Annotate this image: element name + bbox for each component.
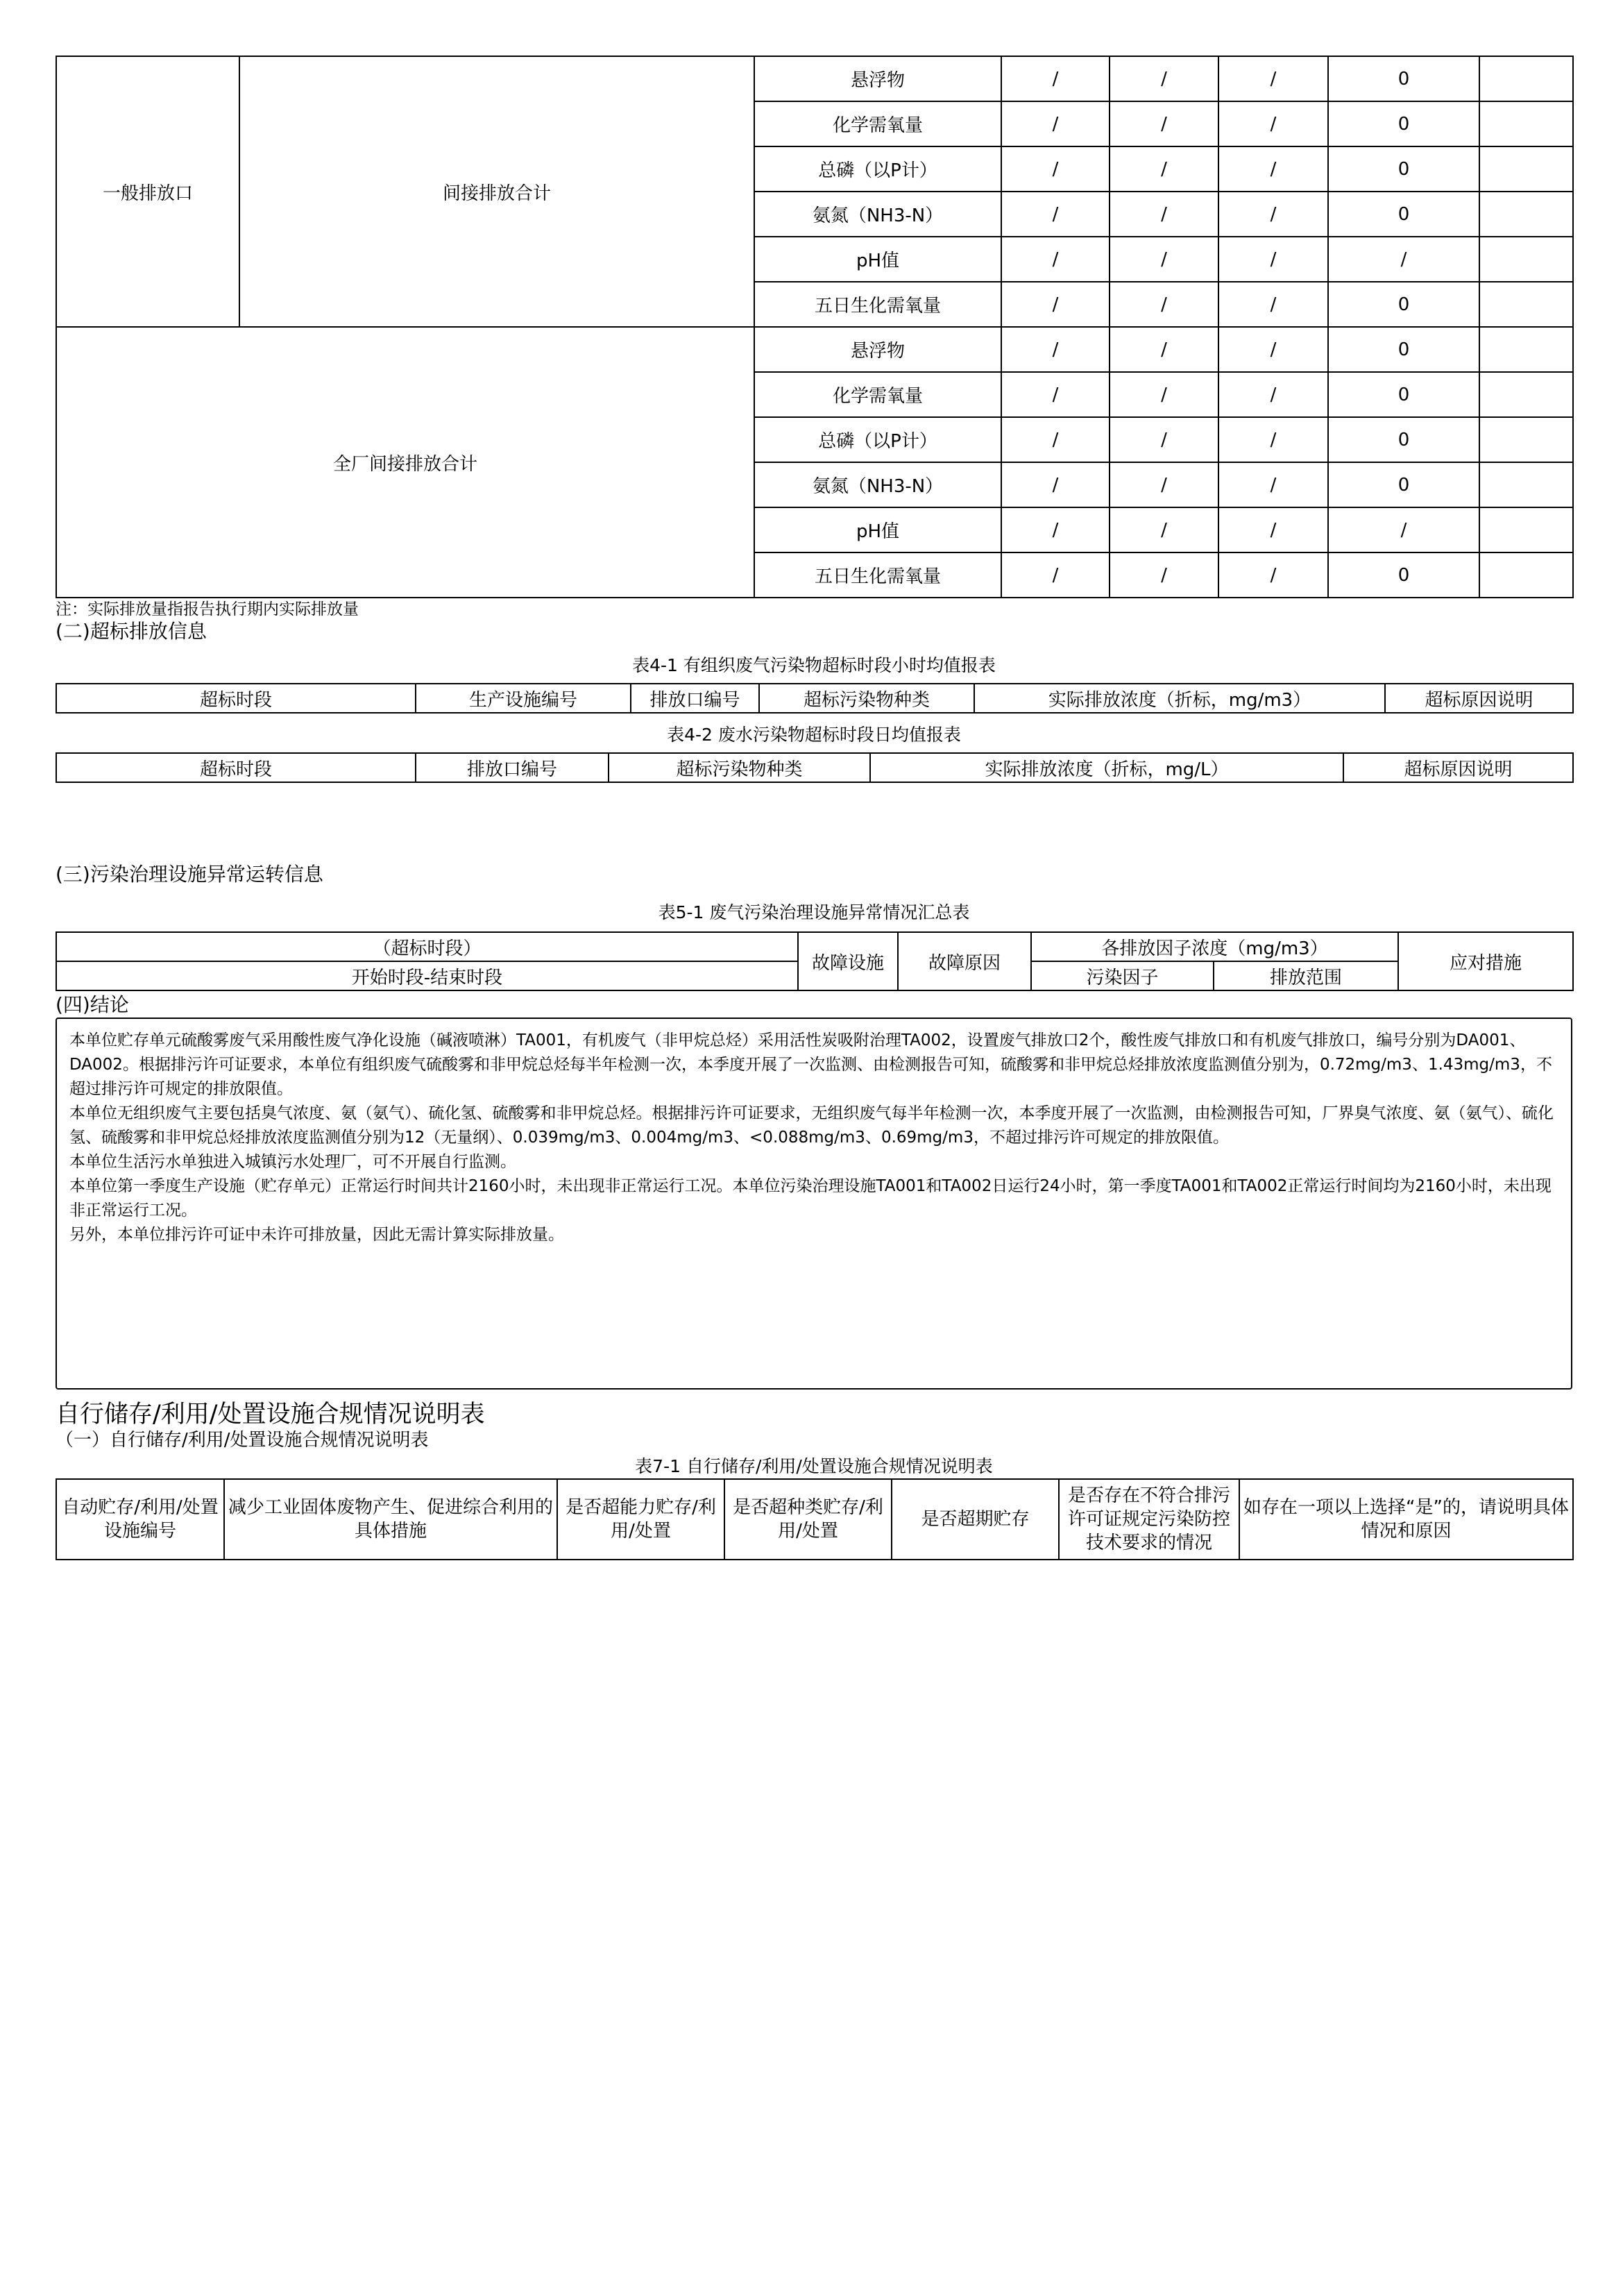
value-cell: 0 xyxy=(1328,462,1479,507)
column-header: 如存在一项以上选择“是”的，请说明具体情况和原因 xyxy=(1239,1479,1573,1560)
conclusion-box xyxy=(56,1018,1572,1390)
value-cell: / xyxy=(1218,282,1328,327)
column-header: 超标时段 xyxy=(56,753,416,782)
conclusion-paragraph: 本单位无组织废气主要包括臭气浓度、氨（氨气）、硫化氢、硫酸雾和非甲烷总烃。根据排污许可证要求，无组织废气每半年检测一次，本季度开展了一次监测，由检测报告可知，厂界臭气浓度、氨（氨气）、硫化氢、硫酸雾和非甲烷总烃排放浓度监测值分别为12（无量纲）、0.039mg/m3、0.004mg/m3、<0.088mg/m3、0.69mg/m3，不超过排污许可规定的排放限值。 xyxy=(69,1104,1554,1147)
pollutant-cell: pH值 xyxy=(754,237,1001,282)
header-period-sub: 开始时段-结束时段 xyxy=(56,961,798,990)
value-cell xyxy=(1479,552,1573,598)
value-cell: / xyxy=(1001,192,1110,237)
section-heading-abnormal: (三)污染治理设施异常运转信息 xyxy=(56,863,323,886)
table-4-1 xyxy=(56,683,1574,714)
value-cell: 0 xyxy=(1328,372,1479,417)
table-5-1-caption: 表5-1 废气污染治理设施异常情况汇总表 xyxy=(658,902,970,922)
value-cell: 0 xyxy=(1328,56,1479,101)
column-header: 超标原因说明 xyxy=(1343,753,1573,782)
pollutant-cell: 五日生化需氧量 xyxy=(754,552,1001,598)
value-cell xyxy=(1479,56,1573,101)
value-cell: / xyxy=(1001,327,1110,372)
value-cell xyxy=(1479,327,1573,372)
subtotal-label-cell: 间接排放合计 xyxy=(239,56,754,327)
value-cell: 0 xyxy=(1328,552,1479,598)
pollutant-cell: 总磷（以P计） xyxy=(754,417,1001,462)
value-cell: / xyxy=(1001,101,1110,146)
pollutant-cell: 总磷（以P计） xyxy=(754,146,1001,192)
pollutant-cell: pH值 xyxy=(754,507,1001,552)
column-header: 是否超种类贮存/利用/处置 xyxy=(724,1479,892,1560)
table-row xyxy=(56,327,1573,372)
pollutant-cell: 氨氮（NH3-N） xyxy=(754,192,1001,237)
section-heading-exceed: (二)超标排放信息 xyxy=(56,620,207,643)
header-period: （超标时段） xyxy=(56,932,798,961)
value-cell: / xyxy=(1001,237,1110,282)
report-page xyxy=(56,56,1572,1560)
table-7-1 xyxy=(56,1478,1574,1560)
pollutant-cell: 化学需氧量 xyxy=(754,372,1001,417)
outlet-type-cell: 一般排放口 xyxy=(56,56,239,327)
value-cell xyxy=(1479,101,1573,146)
column-header: 是否超期贮存 xyxy=(892,1479,1059,1560)
header-reason: 故障原因 xyxy=(898,932,1031,990)
column-header: 排放口编号 xyxy=(416,753,609,782)
table-5-1 xyxy=(56,931,1574,991)
column-header: 实际排放浓度（折标，mg/m3） xyxy=(974,684,1385,713)
value-cell: / xyxy=(1001,372,1110,417)
value-cell: / xyxy=(1218,552,1328,598)
pollutant-cell: 悬浮物 xyxy=(754,56,1001,101)
pollutant-cell: 悬浮物 xyxy=(754,327,1001,372)
value-cell: 0 xyxy=(1328,282,1479,327)
column-header: 减少工业固体废物产生、促进综合利用的具体措施 xyxy=(224,1479,557,1560)
value-cell: 0 xyxy=(1328,192,1479,237)
column-header: 超标污染物种类 xyxy=(609,753,870,782)
value-cell: 0 xyxy=(1328,146,1479,192)
header-range: 排放范围 xyxy=(1214,961,1398,990)
value-cell: / xyxy=(1110,372,1218,417)
value-cell: / xyxy=(1328,507,1479,552)
value-cell xyxy=(1479,146,1573,192)
value-cell xyxy=(1479,282,1573,327)
value-cell: / xyxy=(1110,101,1218,146)
value-cell: / xyxy=(1218,327,1328,372)
value-cell: / xyxy=(1001,507,1110,552)
value-cell xyxy=(1479,372,1573,417)
conclusion-paragraph: 本单位贮存单元硫酸雾废气采用酸性废气净化设施（碱液喷淋）TA001，有机废气（非甲烷总烃）采用活性炭吸附治理TA002，设置废气排放口2个，酸性废气排放口和有机废气排放口，编号分别为DA001、DA002。根据排污许可证要求，本单位有组织废气硫酸雾和非甲烷总烃每半年检测一次，本季度开展了一次监测、由检测报告可知，硫酸雾和非甲烷总烃排放浓度监测值分别为，0.72mg/m3、1.43mg/m3，不超过排污许可规定的排放限值。 xyxy=(69,1031,1552,1098)
header-factor: 污染因子 xyxy=(1031,961,1214,990)
value-cell: / xyxy=(1110,327,1218,372)
column-header: 超标时段 xyxy=(56,684,416,713)
value-cell: / xyxy=(1110,552,1218,598)
header-concentration: 各排放因子浓度（mg/m3） xyxy=(1031,932,1398,961)
conclusion-paragraph: 本单位生活污水单独进入城镇污水处理厂，可不开展自行监测。 xyxy=(69,1153,516,1171)
pollutant-cell: 五日生化需氧量 xyxy=(754,282,1001,327)
column-header: 是否存在不符合排污许可证规定污染防控技术要求的情况 xyxy=(1059,1479,1239,1560)
header-facility: 故障设施 xyxy=(798,932,898,990)
column-header: 自动贮存/利用/处置设施编号 xyxy=(56,1479,224,1560)
value-cell: / xyxy=(1218,372,1328,417)
conclusion-paragraph: 另外，本单位排污许可证中未许可排放量，因此无需计算实际排放量。 xyxy=(69,1226,564,1244)
value-cell: 0 xyxy=(1328,417,1479,462)
value-cell xyxy=(1479,192,1573,237)
value-cell: / xyxy=(1110,237,1218,282)
value-cell: 0 xyxy=(1328,101,1479,146)
column-header: 生产设施编号 xyxy=(416,684,631,713)
value-cell: / xyxy=(1218,237,1328,282)
value-cell: / xyxy=(1110,282,1218,327)
section-heading-conclusion: (四)结论 xyxy=(56,993,129,1016)
table-7-1-caption: 表7-1 自行储存/利用/处置设施合规情况说明表 xyxy=(635,1456,993,1476)
table-4-2-caption: 表4-2 废水污染物超标时段日均值报表 xyxy=(667,725,961,745)
value-cell: / xyxy=(1110,462,1218,507)
column-header: 超标污染物种类 xyxy=(759,684,974,713)
column-header: 实际排放浓度（折标，mg/L） xyxy=(870,753,1343,782)
column-header: 排放口编号 xyxy=(631,684,759,713)
value-cell: / xyxy=(1001,146,1110,192)
value-cell: / xyxy=(1328,237,1479,282)
value-cell: / xyxy=(1218,507,1328,552)
table-4-1-caption: 表4-1 有组织废气污染物超标时段小时均值报表 xyxy=(632,655,996,675)
value-cell: / xyxy=(1218,101,1328,146)
value-cell: / xyxy=(1001,282,1110,327)
pollutant-cell: 氨氮（NH3-N） xyxy=(754,462,1001,507)
conclusion-paragraph: 本单位第一季度生产设施（贮存单元）正常运行时间共计2160小时，未出现非正常运行工况。本单位污染治理设施TA001和TA002日运行24小时，第一季度TA001和TA002正常运行时间均为2160小时，未出现非正常运行工况。 xyxy=(69,1177,1552,1219)
value-cell xyxy=(1479,507,1573,552)
value-cell: / xyxy=(1001,552,1110,598)
value-cell: / xyxy=(1110,192,1218,237)
value-cell: / xyxy=(1218,462,1328,507)
table-note: 注：实际排放量指报告执行期内实际排放量 xyxy=(56,600,359,618)
value-cell: / xyxy=(1001,417,1110,462)
value-cell: / xyxy=(1218,56,1328,101)
value-cell: / xyxy=(1110,146,1218,192)
header-measure: 应对措施 xyxy=(1398,932,1573,990)
value-cell: 0 xyxy=(1328,327,1479,372)
value-cell: / xyxy=(1110,56,1218,101)
table-4-2 xyxy=(56,752,1574,783)
emission-summary-table xyxy=(56,56,1574,598)
value-cell xyxy=(1479,417,1573,462)
column-header: 超标原因说明 xyxy=(1385,684,1573,713)
value-cell: / xyxy=(1218,146,1328,192)
plant-total-label-cell: 全厂间接排放合计 xyxy=(56,327,754,598)
value-cell: / xyxy=(1001,56,1110,101)
value-cell xyxy=(1479,462,1573,507)
section-title-storage: 自行储存/利用/处置设施合规情况说明表 xyxy=(56,1401,485,1428)
pollutant-cell: 化学需氧量 xyxy=(754,101,1001,146)
value-cell xyxy=(1479,237,1573,282)
section-subheading-storage: （一）自行储存/利用/处置设施合规情况说明表 xyxy=(56,1430,429,1451)
value-cell: / xyxy=(1001,462,1110,507)
value-cell: / xyxy=(1110,417,1218,462)
value-cell: / xyxy=(1110,507,1218,552)
value-cell: / xyxy=(1218,417,1328,462)
value-cell: / xyxy=(1218,192,1328,237)
column-header: 是否超能力贮存/利用/处置 xyxy=(557,1479,724,1560)
table-row xyxy=(56,56,1573,101)
